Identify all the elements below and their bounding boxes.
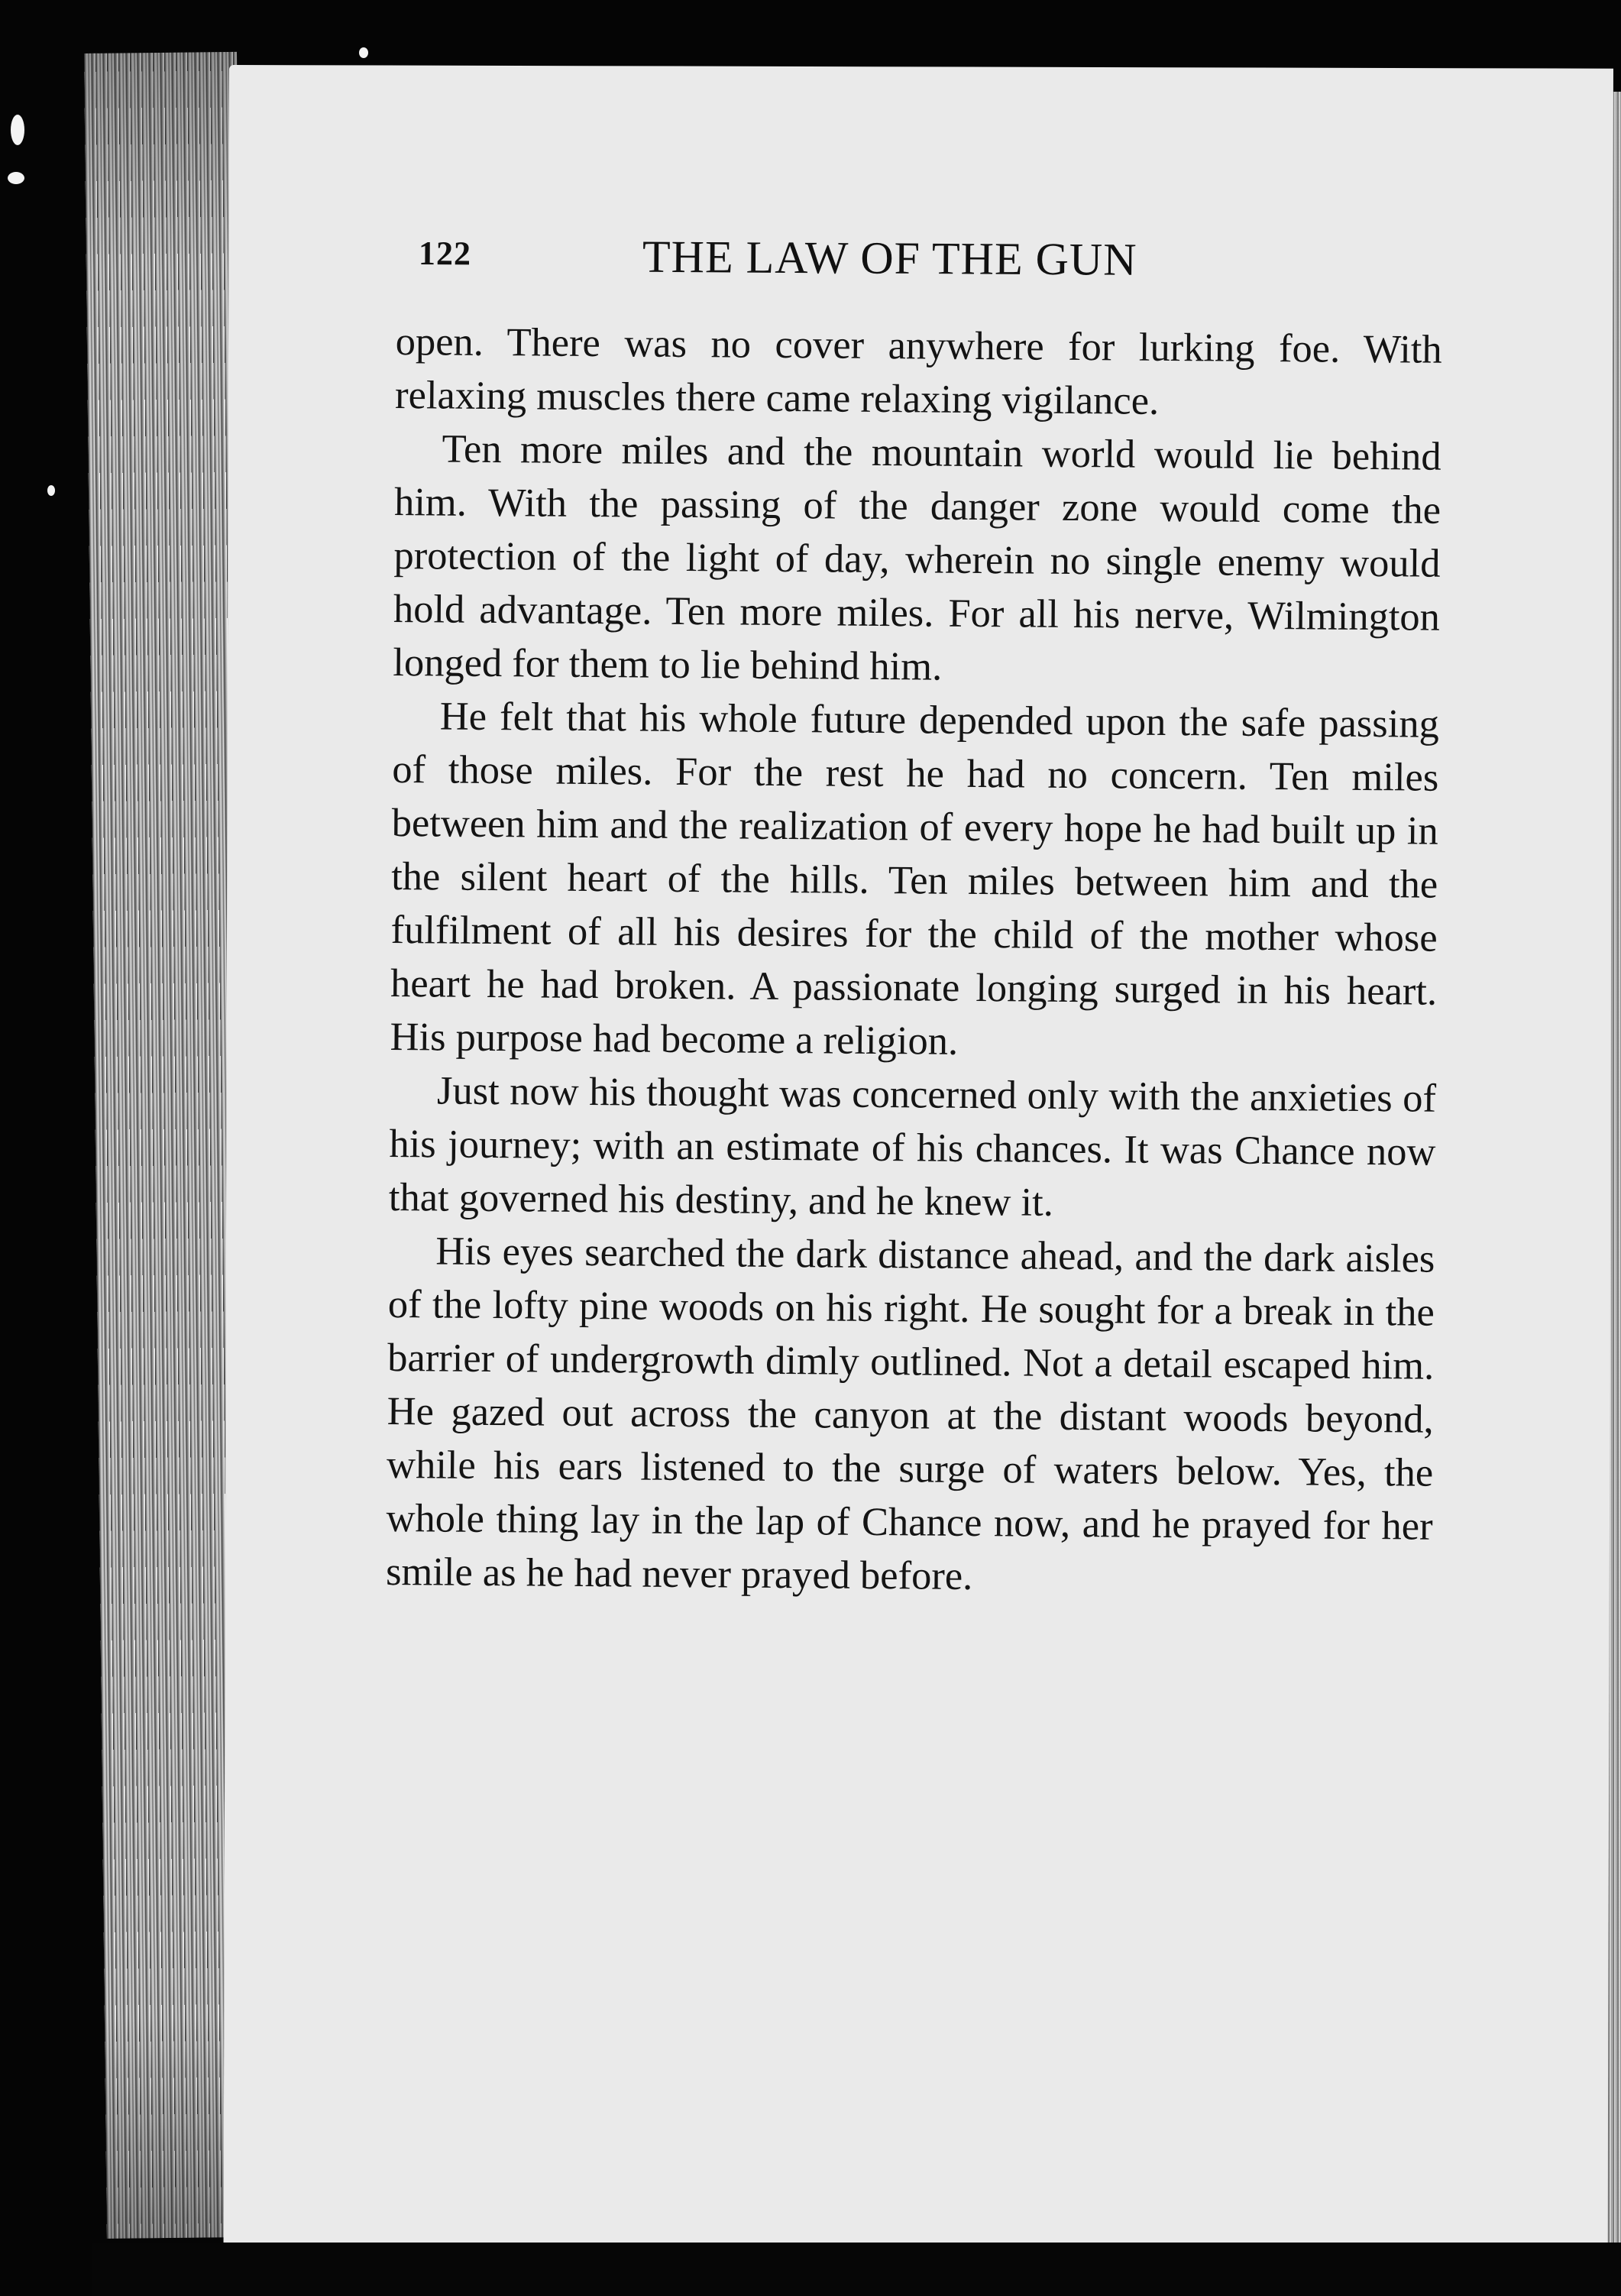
scan-border-bottom: [92, 2243, 1621, 2296]
dust-speck: [11, 115, 24, 145]
paragraph: open. There was no cover anywhere for lurking foe. With relaxing muscles there came relaxing vigilance.: [394, 319, 1442, 423]
paragraph: His eyes searched the dark distance ahead, and the dark aisles of the lofty pine woods on his right. He sought for a break in the barrier of undergrowth dimly outlined. Not a detail escaped him. He gazed out across the canyon at the distant woods beyond, while his ears listened to the surge of waters below. Yes, the whole thing lay in the lap of Chance now, and he prayed for her smile as he had never prayed before.: [385, 1229, 1435, 1598]
body-text: [386, 315, 1442, 1607]
running-head: THE LAW OF THE GUN: [642, 231, 1137, 285]
dust-speck: [8, 172, 24, 184]
paragraph: Ten more miles and the mountain world would lie behind him. With the passing of the danger zone would come the protection of the light of day, wherein no single enemy would hold advantage. Ten more miles. For all his nerve, Wilmington longed for them to lie behind him.: [393, 426, 1441, 689]
dust-speck: [47, 485, 55, 496]
paragraph: Just now his thought was concerned only with the anxieties of his journey; with an estimate of his chances. It was Chance now that governed his destiny, and he knew it.: [388, 1068, 1437, 1225]
paragraph: He felt that his whole future depended upon the safe passing of those miles. For the rest he had no concern. Ten miles between him and the realization of every hope he had built up in the silent heart of the hills. Ten miles between him and the fulfilment of all his desires for the child of the mother whose heart he had broken. A passionate longing surged in his heart. His purpose had become a religion.: [390, 694, 1440, 1064]
page-header: [419, 229, 1228, 287]
page-number: 122: [418, 235, 472, 273]
dust-speck: [359, 47, 368, 58]
